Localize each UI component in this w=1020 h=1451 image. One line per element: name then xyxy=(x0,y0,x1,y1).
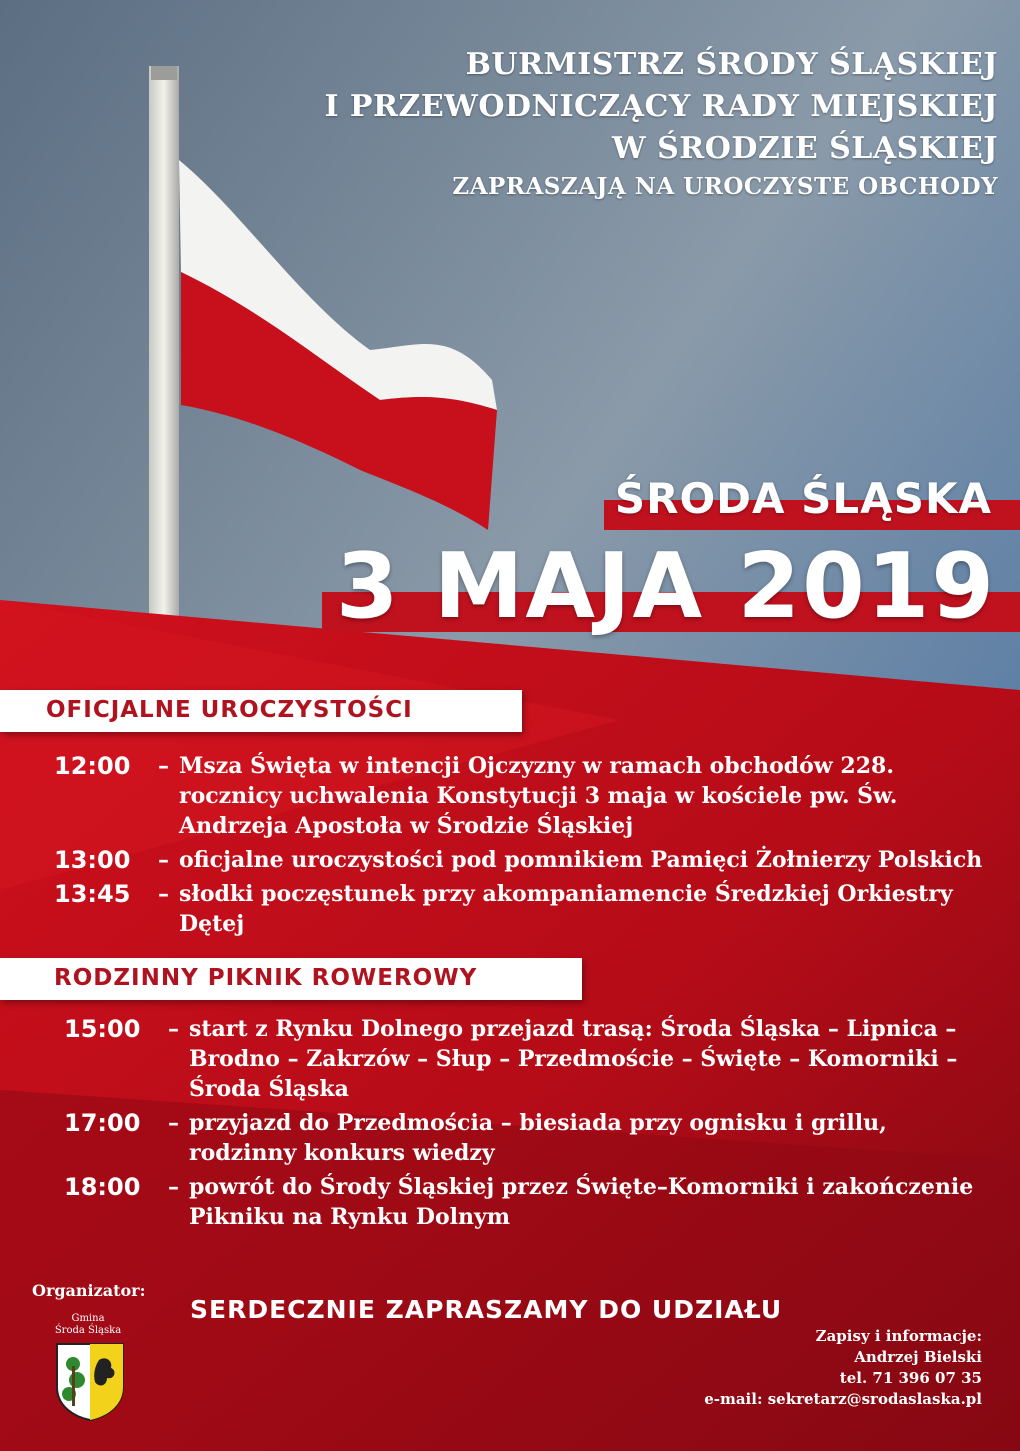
event-description: słodki poczęstunek przy akompaniamencie Średzkiej Orkiestry Dętej xyxy=(179,881,953,937)
event-item xyxy=(64,1014,994,1104)
event-time: 17:00 xyxy=(64,1109,141,1137)
event-description: powrót do Środy Śląskiej przez Święte–Komorniki i zakończenie Pikniku na Rynku Dolnym xyxy=(189,1174,974,1230)
event-item xyxy=(54,879,994,939)
event-time: 18:00 xyxy=(64,1173,141,1201)
header-line-2: I PRZEWODNICZĄCY RADY MIEJSKIEJ xyxy=(324,89,998,124)
city-name: ŚRODA ŚLĄSKA xyxy=(614,474,992,523)
section-title-picnic: RODZINNY PIKNIK ROWEROWY xyxy=(54,965,478,991)
organizer-label: Organizator: xyxy=(32,1281,146,1300)
header-line-3: W ŚRODZIE ŚLĄSKIEJ xyxy=(612,131,998,166)
event-time: 12:00 xyxy=(54,752,131,780)
section-title-official: OFICJALNE UROCZYSTOŚCI xyxy=(46,697,413,723)
event-description: oficjalne uroczystości pod pomnikiem Pamięci Żołnierzy Polskich xyxy=(179,847,983,873)
contact-name: Andrzej Bielski xyxy=(854,1348,982,1366)
crest-caption-line-2: Środa Śląska xyxy=(54,1325,122,1336)
event-item xyxy=(54,845,994,875)
event-time: 13:00 xyxy=(54,846,131,874)
official-events-list xyxy=(54,751,994,943)
event-separator: – xyxy=(168,1174,179,1200)
event-separator: – xyxy=(158,847,169,873)
contact-phone: tel. 71 396 07 35 xyxy=(839,1369,982,1387)
event-item xyxy=(54,751,994,841)
contact-email[interactable]: e-mail: sekretarz@srodaslaska.pl xyxy=(704,1390,982,1408)
contact-label: Zapisy i informacje: xyxy=(815,1327,982,1345)
event-separator: – xyxy=(158,881,169,907)
event-separator: – xyxy=(168,1016,179,1042)
picnic-events-list xyxy=(64,1014,994,1236)
event-description: start z Rynku Dolnego przejazd trasą: Środa Śląska – Lipnica – Brodno – Zakrzów – Słup – Przedmoście – Święte – Komorniki – Środa Śląska xyxy=(189,1016,958,1102)
event-time: 13:45 xyxy=(54,880,131,908)
event-item xyxy=(64,1172,994,1232)
event-date: 3 MAJA 2019 xyxy=(335,534,996,639)
section-tab-official xyxy=(0,690,522,732)
event-separator: – xyxy=(158,753,169,779)
contact-info xyxy=(704,1326,982,1410)
event-item xyxy=(64,1108,994,1168)
invitation-closing: SERDECZNIE ZAPRASZAMY DO UDZIAŁU xyxy=(190,1295,783,1324)
section-tab-picnic xyxy=(0,958,582,1000)
header-line-1: BURMISTRZ ŚRODY ŚLĄSKIEJ xyxy=(465,47,998,82)
invitation-header xyxy=(324,44,998,204)
event-separator: – xyxy=(168,1110,179,1136)
header-line-4: ZAPRASZAJĄ NA UROCZYSTE OBCHODY xyxy=(452,173,998,200)
event-description: przyjazd do Przedmościa – biesiada przy ognisku i grillu, rodzinny konkurs wiedzy xyxy=(189,1110,887,1166)
crest-caption-line-1: Gmina xyxy=(71,1313,105,1324)
coat-of-arms-icon xyxy=(55,1342,125,1422)
event-description: Msza Święta w intencji Ojczyzny w ramach obchodów 228. rocznicy uchwalenia Konstytucji 3 maja w kościele pw. Św. Andrzeja Apostoła w Środzie Śląskiej xyxy=(179,753,898,839)
crest-caption xyxy=(48,1313,128,1337)
event-time: 15:00 xyxy=(64,1015,141,1043)
